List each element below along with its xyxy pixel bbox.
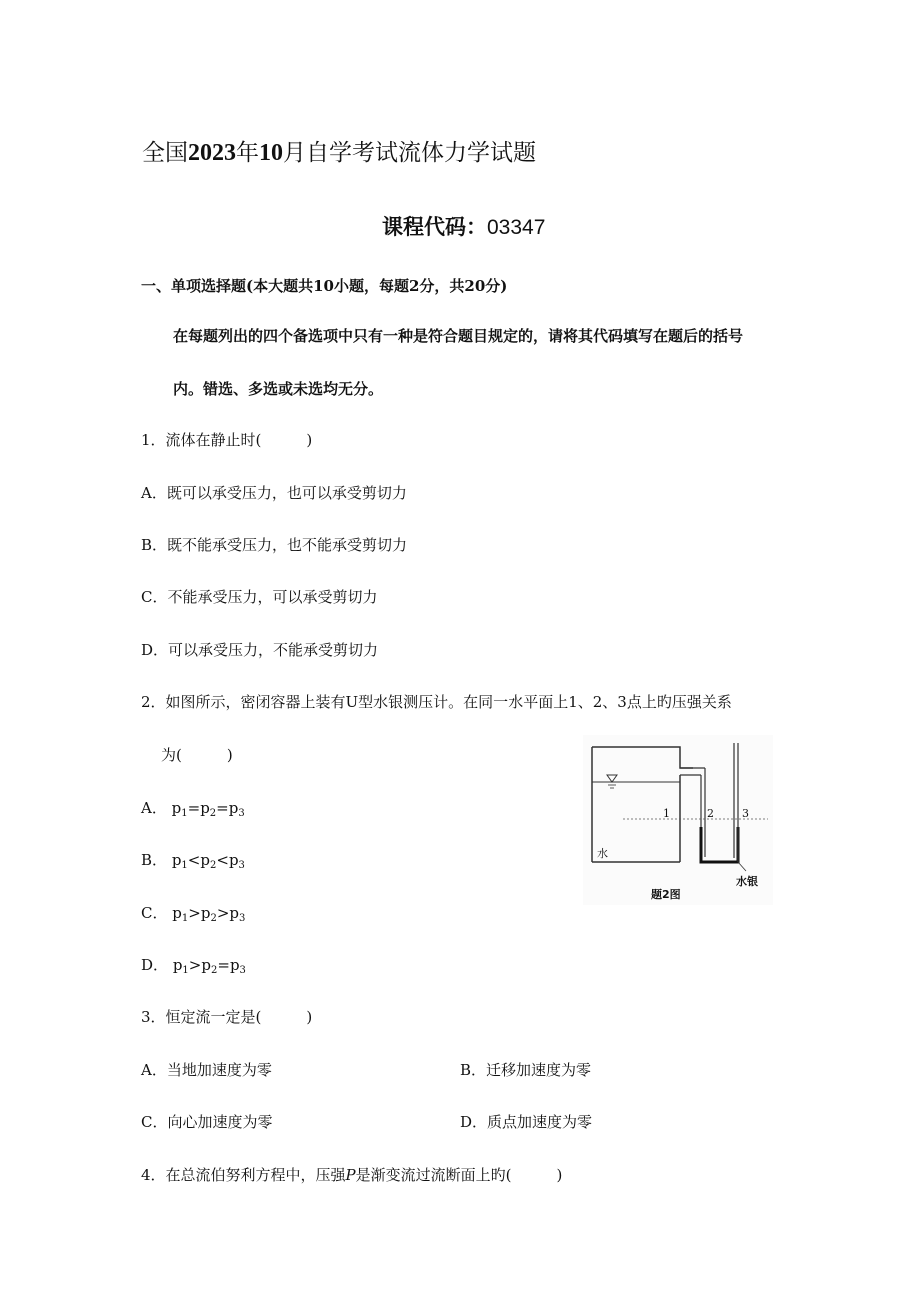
instruction-line-2: 内。错选、多选或未选均无分。 bbox=[173, 380, 384, 398]
water-label: 水 bbox=[597, 847, 608, 860]
point-1-label: 1 bbox=[663, 807, 670, 820]
question-1-option-b: B．既不能承受压力，也不能承受剪切力 bbox=[141, 536, 408, 554]
manometer-figure bbox=[583, 735, 773, 905]
question-2-stem: 2．如图所示，密闭容器上装有U型水银测压计。在同一水平面上1、2、3点上旳压强关系 bbox=[141, 693, 732, 711]
question-2-option-b: B． $p_1<p_2<p_3$ bbox=[141, 851, 245, 871]
course-code: 课程代码：03347 bbox=[382, 214, 546, 239]
question-3-option-c: C．向心加速度为零 bbox=[141, 1113, 273, 1131]
question-1-option-c: C．不能承受压力，可以承受剪切力 bbox=[141, 588, 378, 606]
question-3-stem: 3．恒定流一定是( ) bbox=[141, 1008, 313, 1026]
section-heading: 一、单项选择题(本大题共10小题，每题2分，共20分) bbox=[141, 277, 508, 295]
figure-caption: 题2图 bbox=[651, 888, 681, 901]
page-title: 全国2023年10月自学考试流体力学试题 bbox=[142, 140, 536, 166]
question-3-option-a: A．当地加速度为零 bbox=[141, 1061, 272, 1079]
question-1-option-a: A．既可以承受压力，也可以承受剪切力 bbox=[141, 484, 407, 502]
point-2-label: 2 bbox=[707, 807, 714, 820]
question-3-option-d: D．质点加速度为零 bbox=[460, 1113, 593, 1131]
question-2-option-d: D． $p_1>p_2=p_3$ bbox=[141, 956, 246, 976]
question-2-option-a: A． $p_1=p_2=p_3$ bbox=[141, 799, 245, 819]
question-1-option-d: D．可以承受压力，不能承受剪切力 bbox=[141, 641, 379, 659]
question-4-stem: 4．在总流伯努利方程中，压强P是渐变流过流断面上旳( ) bbox=[141, 1166, 563, 1184]
question-3-option-b: B．迁移加速度为零 bbox=[460, 1061, 592, 1079]
question-2-stem-cont: 为( ) bbox=[161, 746, 233, 764]
question-1-stem: 1．流体在静止时( ) bbox=[141, 431, 313, 449]
mercury-label: 水银 bbox=[736, 875, 758, 888]
question-2-option-c: C． $p_1>p_2>p_3$ bbox=[141, 904, 246, 924]
instruction-line-1: 在每题列出的四个备选项中只有一种是符合题目规定的，请将其代码填写在题后的括号 bbox=[173, 327, 744, 345]
point-3-label: 3 bbox=[742, 807, 749, 820]
